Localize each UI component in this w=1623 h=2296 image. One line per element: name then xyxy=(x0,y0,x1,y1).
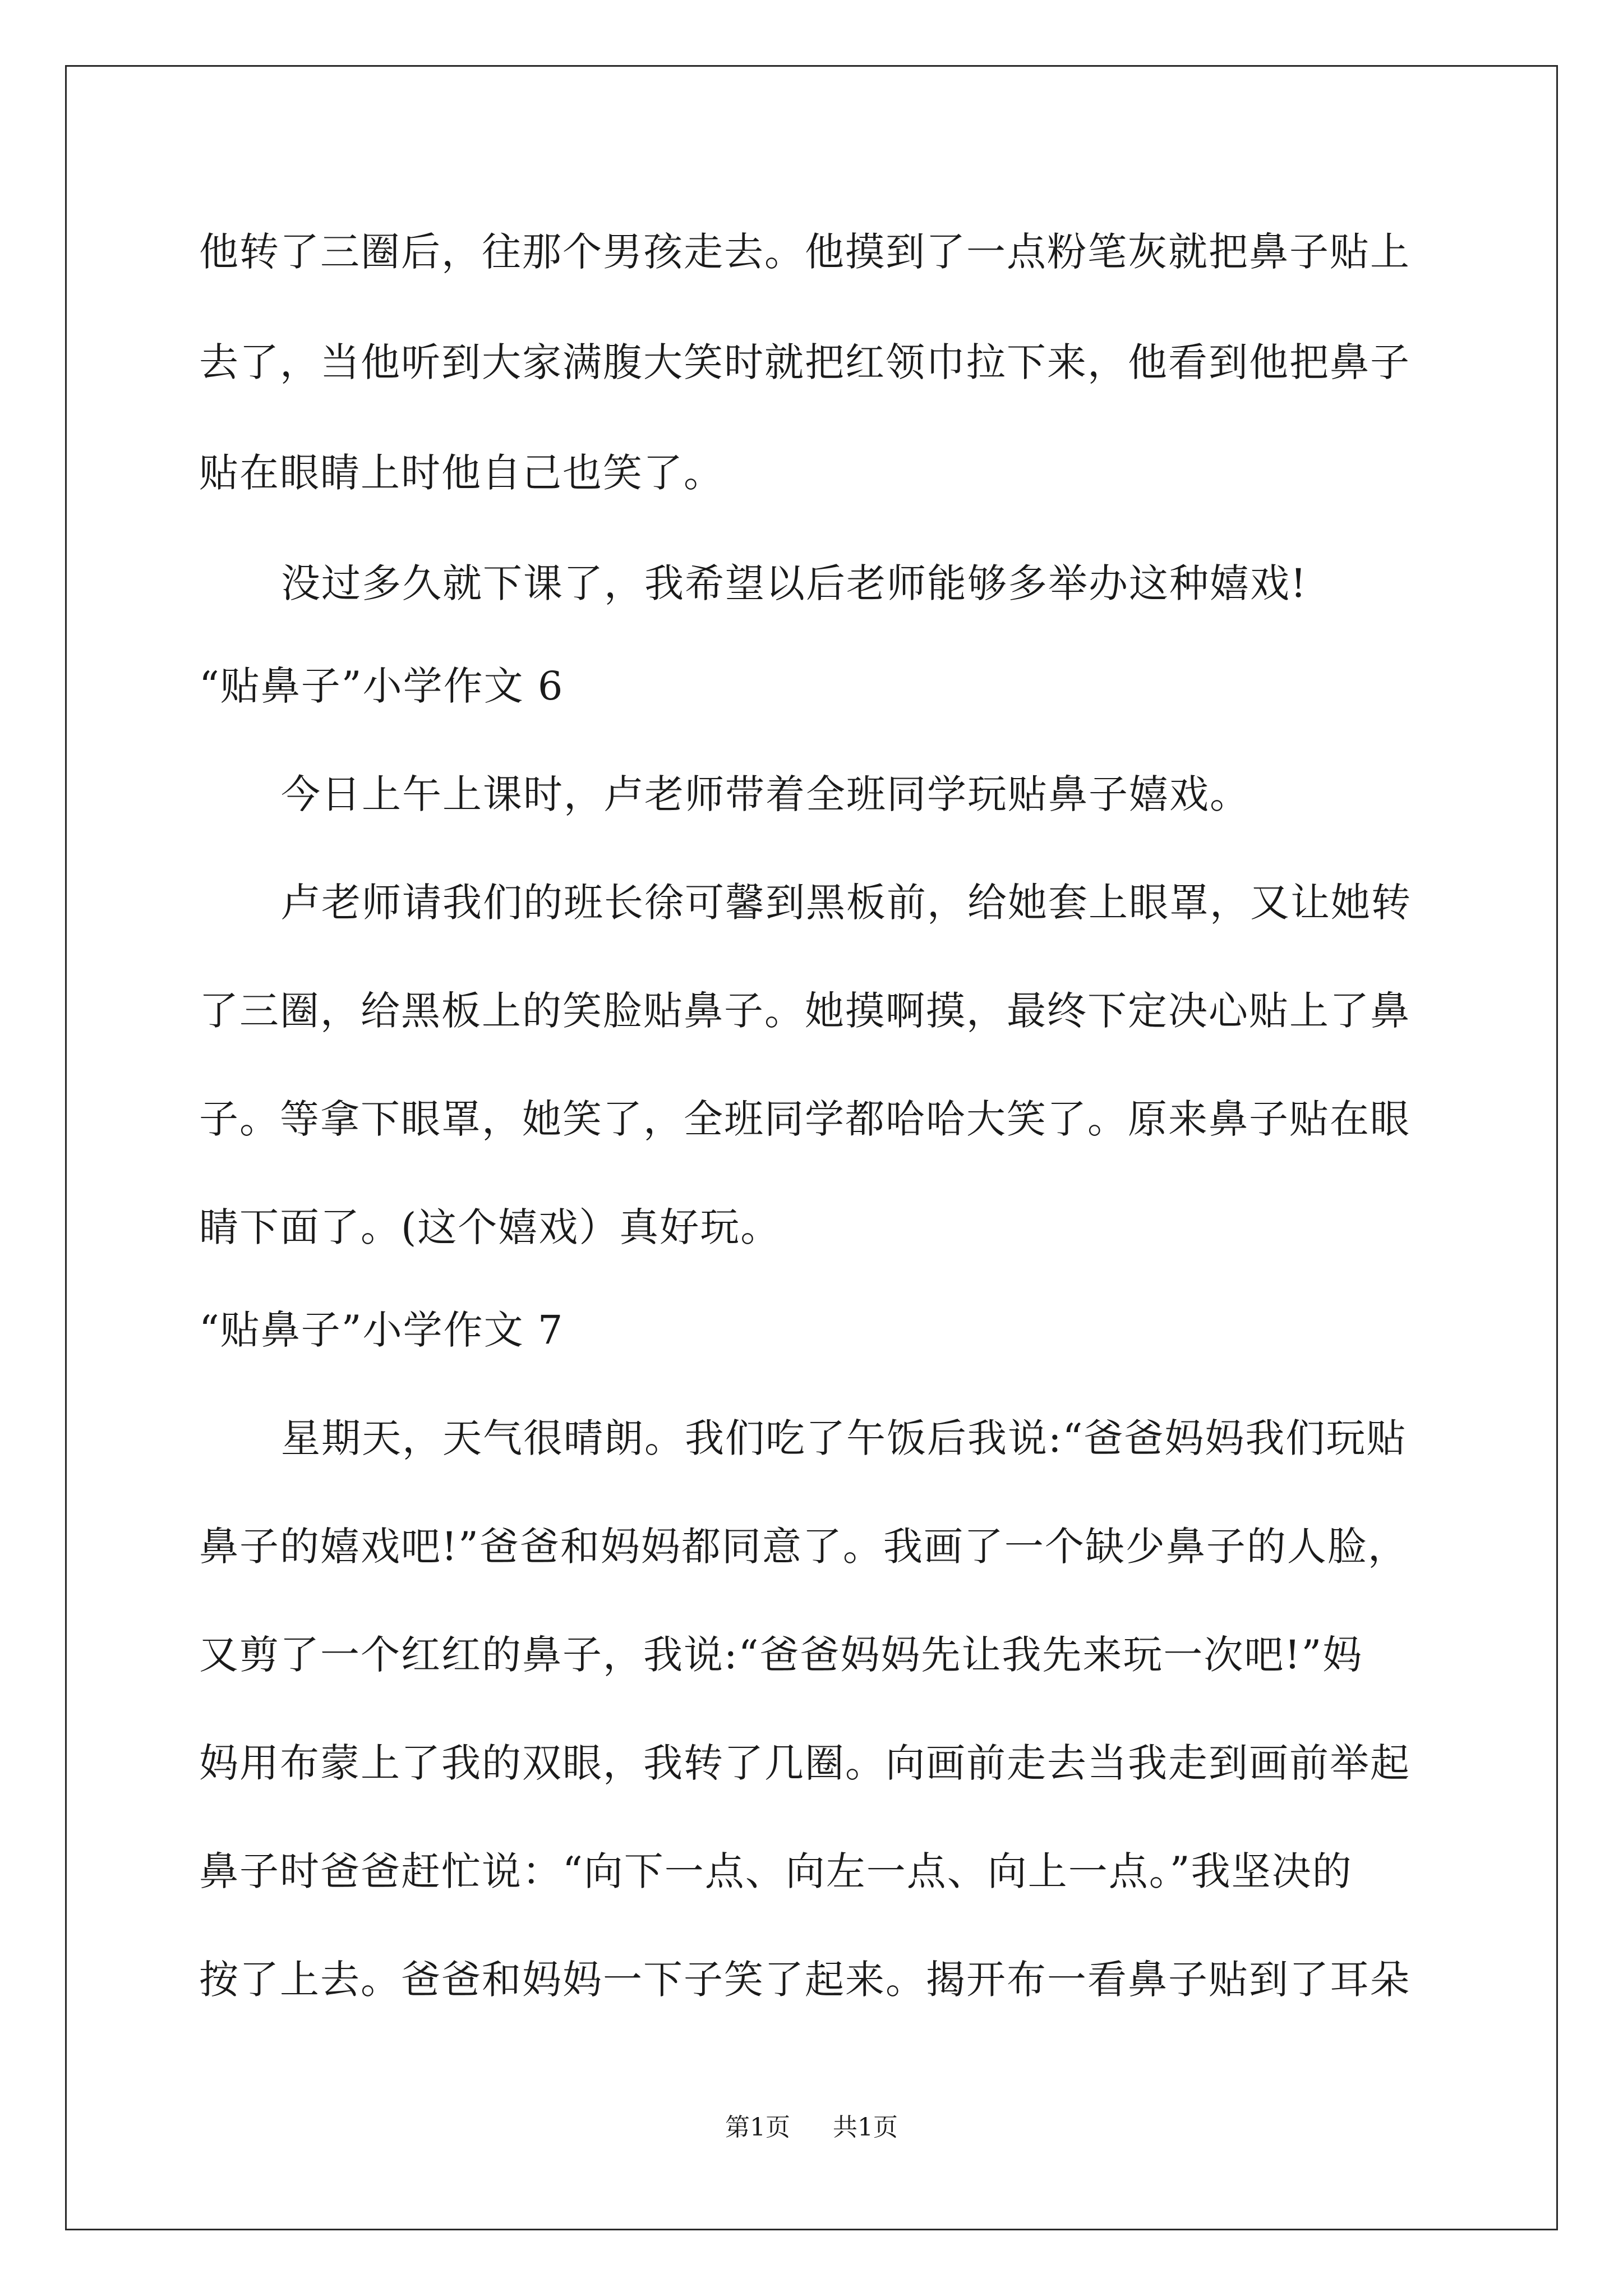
section-heading: “贴鼻子”小学作文 6 xyxy=(199,663,564,709)
text-line: 了三圈，给黑板上的笑脸贴鼻子。她摸啊摸，最终下定决心贴上了鼻 xyxy=(199,988,1410,1034)
text-line: 他转了三圈后，往那个男孩走去。他摸到了一点粉笔灰就把鼻子贴上 xyxy=(199,229,1410,275)
text-line: 去了，当他听到大家满腹大笑时就把红领巾拉下来，他看到他把鼻子 xyxy=(199,339,1410,385)
text-line: 贴在眼睛上时他自己也笑了。 xyxy=(199,450,724,496)
text-line: 没过多久就下课了，我希望以后老师能够多举办这种嬉戏! xyxy=(281,560,1308,606)
text-line: 鼻子的嬉戏吧!”爸爸和妈妈都同意了。我画了一个缺少鼻子的人脸， xyxy=(199,1524,1408,1570)
page-number: 第1页 xyxy=(725,2113,790,2142)
text-line: 子。等拿下眼罩，她笑了，全班同学都哈哈大笑了。原来鼻子贴在眼 xyxy=(199,1096,1410,1142)
text-line: 卢老师请我们的班长徐可馨到黑板前，给她套上眼罩，又让她转 xyxy=(281,880,1412,926)
text-line: 星期天，天气很晴朗。我们吃了午饭后我说:“爸爸妈妈我们玩贴 xyxy=(281,1415,1407,1461)
text-line: 今日上午上课时，卢老师带着全班同学玩贴鼻子嬉戏。 xyxy=(281,771,1250,817)
text-line: 按了上去。爸爸和妈妈一下子笑了起来。揭开布一看鼻子贴到了耳朵 xyxy=(199,1957,1410,2003)
text-line: 又剪了一个红红的鼻子，我说:“爸爸妈妈先让我先来玩一次吧!”妈 xyxy=(199,1632,1363,1678)
page-footer xyxy=(0,2112,1623,2143)
page-total: 共1页 xyxy=(833,2113,898,2142)
page-border xyxy=(65,65,1558,2230)
section-heading: “贴鼻子”小学作文 7 xyxy=(199,1307,564,1353)
text-line: 睛下面了。(这个嬉戏）真好玩。 xyxy=(199,1204,781,1250)
text-line: 鼻子时爸爸赶忙说：“向下一点、向左一点、向上一点。”我坚决的 xyxy=(199,1848,1353,1894)
text-line: 妈用布蒙上了我的双眼，我转了几圈。向画前走去当我走到画前举起 xyxy=(199,1740,1410,1786)
